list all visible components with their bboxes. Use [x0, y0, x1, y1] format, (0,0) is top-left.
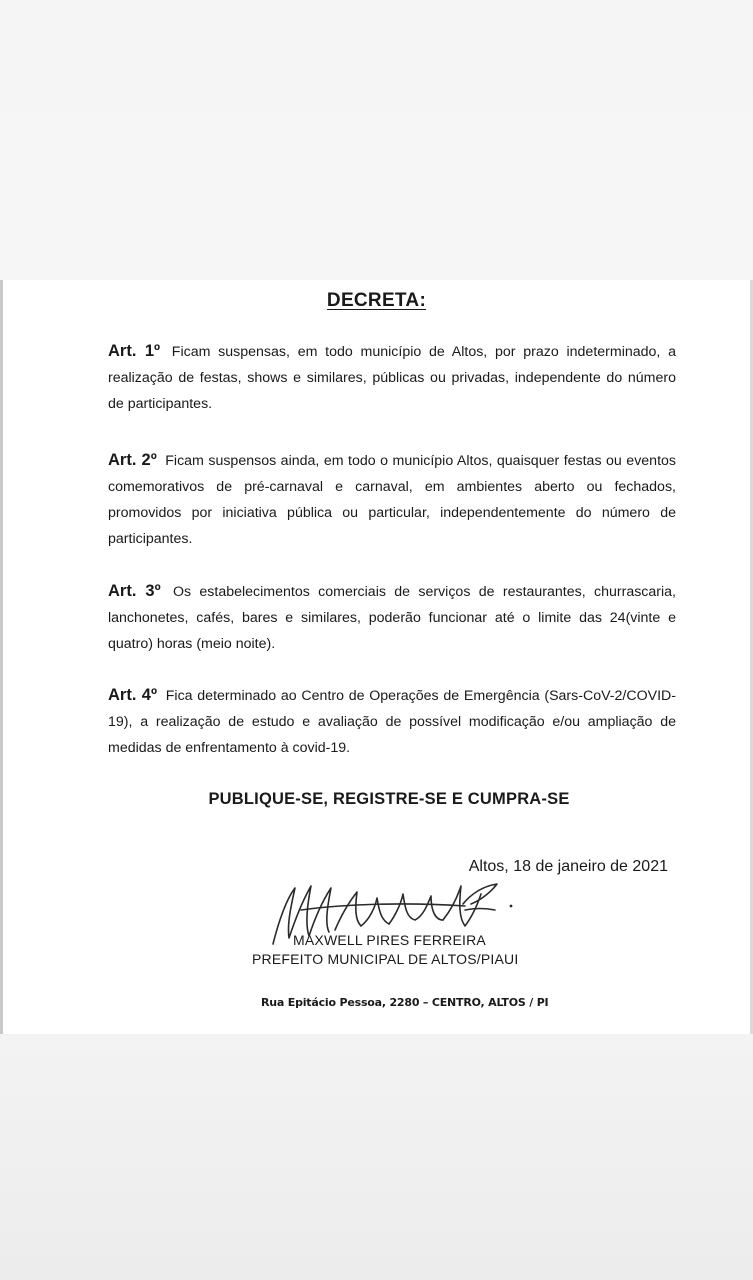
closing-formula: PUBLIQUE-SE, REGISTRE-SE E CUMPRA-SE [208, 790, 570, 808]
decree-heading: DECRETA: [326, 290, 427, 311]
signer-title: PREFEITO MUNICIPAL DE ALTOS/PIAUI [252, 951, 519, 967]
article-1 [108, 338, 676, 417]
article-4-text: Fica determinado ao Centro de Operações de Emergência (Sars-CoV-2/COVID-19), a realização de estudo e avaliação de possível modificação e/ou ampliação de medidas de enfrentamento à covid-19. [108, 688, 676, 756]
signer-name: MAXWELL PIRES FERREIRA [293, 932, 486, 948]
article-2 [108, 447, 676, 552]
decree-page [0, 280, 753, 1034]
article-2-text: Ficam suspensos ainda, em todo o município Altos, quaisquer festas ou eventos comemorativos de pré-carnaval e carnaval, em ambientes aberto ou fechados, promovidos por iniciativa pública ou particular, independentemente do número de participantes. [108, 453, 676, 547]
footer-address: Rua Epitácio Pessoa, 2280 – CENTRO, ALTOS / PI [261, 996, 549, 1009]
article-4 [108, 682, 676, 761]
article-2-label: Art. 2º [108, 451, 157, 469]
article-1-label: Art. 1º [108, 342, 161, 360]
article-1-text: Ficam suspensas, em todo município de Altos, por prazo indeterminado, a realização de festas, shows e similares, públicas ou privadas, independente do número de participantes. [108, 344, 677, 412]
article-3 [108, 578, 676, 657]
place-and-date: Altos, 18 de janeiro de 2021 [468, 858, 668, 875]
article-4-label: Art. 4º [108, 686, 157, 704]
article-3-text: Os estabelecimentos comerciais de serviços de restaurantes, churrascaria, lanchonetes, cafés, bares e similares, poderão funcionar até o limite das 24(vinte e quatro) horas (meio noite). [108, 584, 676, 652]
article-3-label: Art. 3º [108, 582, 161, 600]
